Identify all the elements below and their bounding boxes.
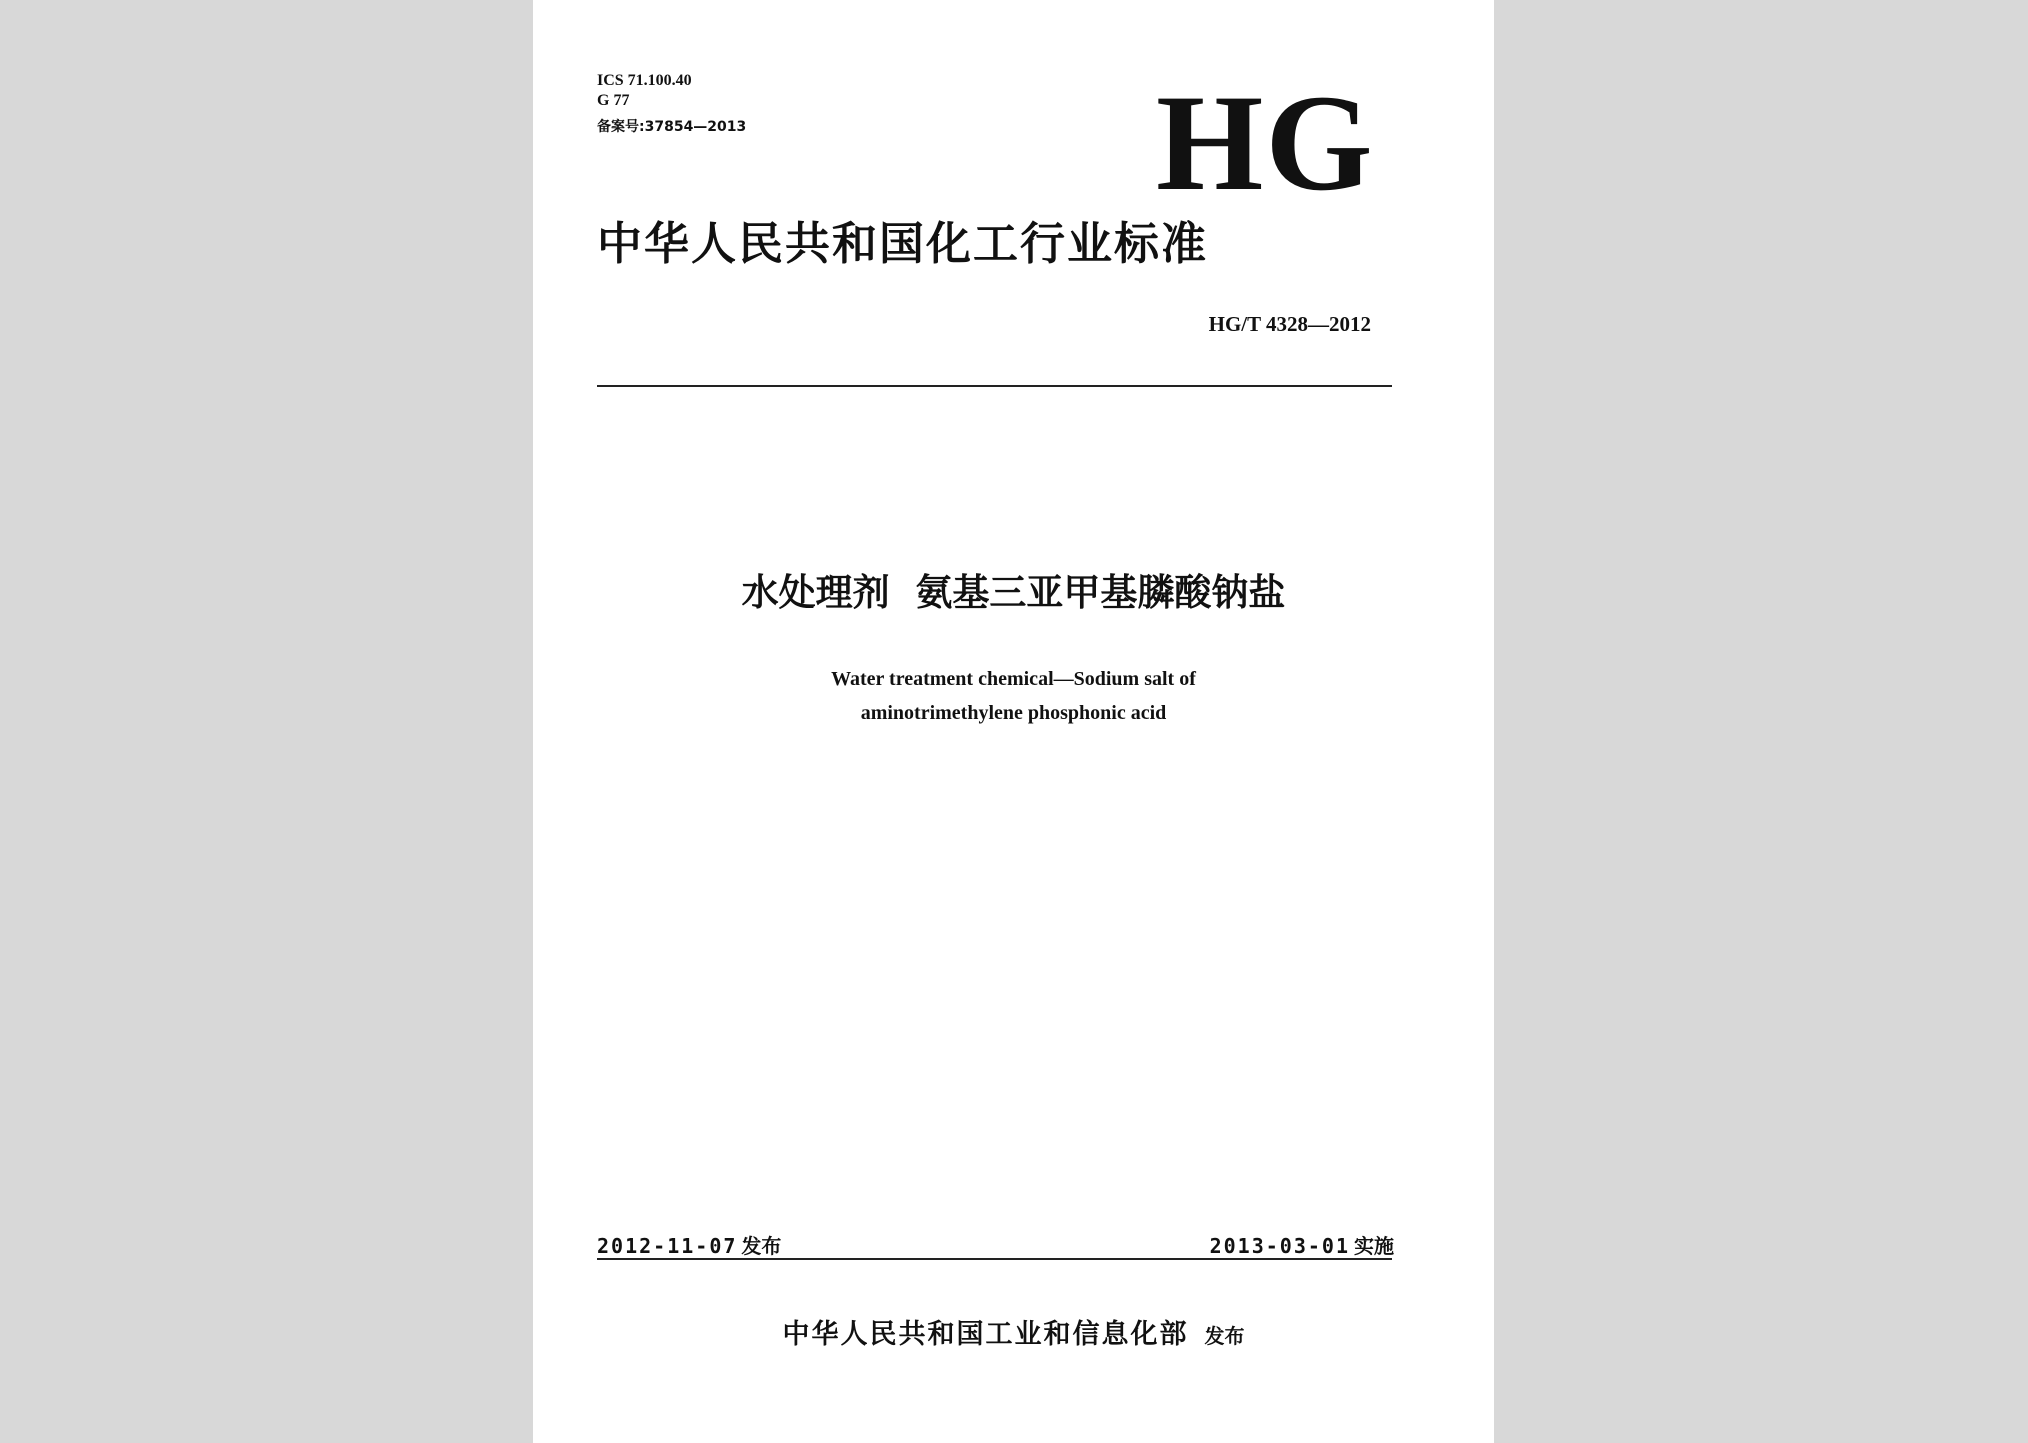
issue-date-block — [597, 1230, 781, 1259]
standard-number: HG/T 4328—2012 — [1208, 312, 1371, 336]
implementation-date: 2013-03-01 — [1209, 1234, 1350, 1258]
document-title-en-line2: aminotrimethylene phosphonic acid — [860, 702, 1167, 724]
issuer-name: 中华人民共和国工业和信息化部 — [782, 1319, 1189, 1350]
issuer-line — [533, 1312, 1494, 1351]
implementation-label: 实施 — [1354, 1234, 1394, 1258]
filing-number: 备案号:37854—2013 — [597, 119, 747, 135]
ccs-code: G 77 — [597, 92, 630, 109]
issuer-suffix: 发布 — [1204, 1324, 1245, 1348]
implementation-date-block — [1210, 1230, 1394, 1259]
ics-code: ICS 71.100.40 — [597, 72, 692, 89]
issue-label: 发布 — [741, 1234, 782, 1258]
top-divider — [597, 385, 1392, 387]
issue-date: 2012-11-07 — [597, 1234, 738, 1258]
bottom-divider — [597, 1258, 1392, 1260]
document-title-zh: 水处理剂 氨基三亚甲基膦酸钠盐 — [741, 571, 1286, 614]
hg-logo: HG — [1156, 66, 1375, 219]
document-title-en-line1: Water treatment chemical—Sodium salt of — [831, 668, 1196, 690]
standard-category-title: 中华人民共和国化工行业标准 — [597, 217, 1209, 270]
document-page — [533, 0, 1494, 1443]
